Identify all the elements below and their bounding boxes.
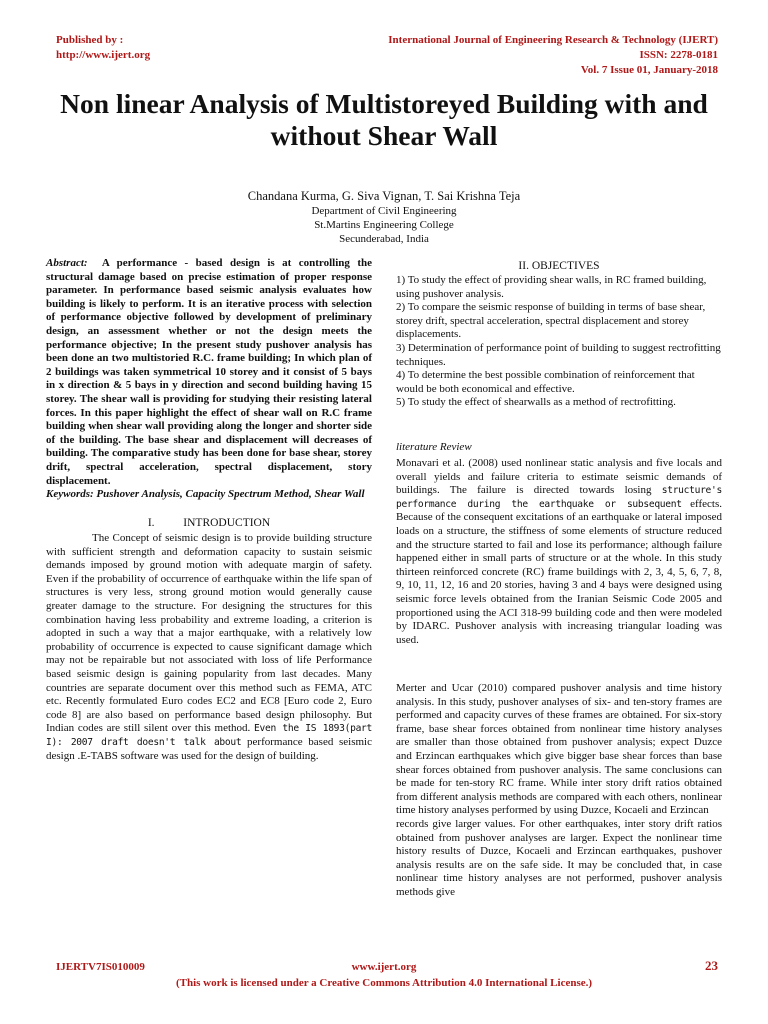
section-heading-objectives: II. OBJECTIVES xyxy=(518,260,600,272)
affiliation-college: St.Martins Engineering College xyxy=(314,219,454,231)
paper-authors: Chandana Kurma, G. Siva Vignan, T. Sai Krishna Teja xyxy=(247,189,521,203)
literature-text: effects. Because of the consequent excitations of an earthquake or lateral imposed loads on a structure, the stiffness of some elements of structure reduced and the structure started to fail and lose its performance; although failure happened either in small parts of structure or at the whole. In this study thirteen reinforced concrete (RC) frame buildings with 2, 3, 4, 5, 6, 7, 8, 9, 10, 11, 12, 16 and 20 stories, having 3 and 4 bays were designed using seismic force levels obtained from the Iranian Seismic Code 2005 and proportioned using the ACI 318-99 building code and then were modeled by IDARC. Pushover analysis with increasing triangular loading was used. xyxy=(396,497,722,646)
affiliation-department: Department of Civil Engineering xyxy=(311,205,457,217)
introduction-text: The Concept of seismic design is to provide building structure with sufficient strength and deformation capacity to sustain seismic demands imposed by ground motion with adequate margin of safety. Even if the probability of occurrence of earthquake within the life span of structures is very less, strong ground motion would generally cause greater damage to the structure. For designing the structures for this combination having less probability and extreme loading, a criterion is adopted in such a way that a major earthquake, with a relatively low probability of occurrence is expected to cause significant damage which may not be repairable but not associated with loss of life Performance based seismic design is gaining popularity from last decades. Many countries are separate document over this method such as FEMA, ATC etc. Recently formulated Euro codes EC2 and EC8 [Euro code 2, Euro code 8] are also based on performance based design philosophy. But Indian codes are still silent over this method. xyxy=(46,532,372,735)
author-affiliation xyxy=(0,204,768,246)
header-issn: ISSN: 2278-0181 xyxy=(639,49,718,61)
literature-paragraph xyxy=(396,682,722,900)
header-journal-name: International Journal of Engineering Research & Technology (IJERT) xyxy=(388,34,718,46)
abstract-text: A performance - based design is at controlling the structural damage based on precise estimation of proper response parameter. In performance based seismic analysis evaluates how building is likely to perform. It is an iterative process with selection of performance objective followed by development of preliminary design, an assessment whether or not the design meets the performance objective; In the present study pushover analysis has been done an two multistoried R.C. frame building; In which plan of 2 buildings was taken symmetrical 10 storey and it consist of 5 bays in x direction & 5 bays in y direction and second building having 15 storey. The shear wall is providing for studying their resisting lateral forces. In this paper highlight the effect of shear wall on R.C frame building when shear wall providing along the longer and shorter side of the building. The base shear and displacement will decreases of building. The comparative study has been done for base shear, storey drift, spectral acceleration, spectral displacement, story displacement. xyxy=(46,257,372,487)
introduction-text-mono: Even the IS 1893(part I): 2007 draft doesn't talk about xyxy=(46,723,372,748)
introduction-text-end: performance based seismic design .E-TABS software was used for the design of building. xyxy=(46,735,372,762)
literature-text-mono: structure's performance during the earthquake or subsequent xyxy=(396,485,722,510)
header-volume: Vol. 7 Issue 01, January-2018 xyxy=(580,64,718,76)
paper-title: Non linear Analysis of Multistoreyed Building with and without Shear Wall xyxy=(60,88,708,151)
keywords: Keywords: Pushover Analysis, Capacity Spectrum Method, Shear Wall xyxy=(46,488,365,500)
section-heading-introduction: I. INTRODUCTION xyxy=(147,517,271,529)
literature-text: Monavari et al. (2008) used nonlinear static analysis and five locals and overall yields and failure criteria to estimate seismic demands of buildings. The failure is directed towards losing xyxy=(396,457,722,497)
footer-license: (This work is licensed under a Creative Commons Attribution 4.0 International License.) xyxy=(175,977,593,989)
literature-review-label: literature Review xyxy=(396,441,472,453)
objective-item: 5) To study the effect of shearwalls as a method of rectrofitting. xyxy=(396,396,676,409)
literature-text: records give larger values. For other earthquakes, inter story drift ratios obtained from pushover analyses are larger. Expect the nonlinear time history results of Duzce, Kocaeli and Erzincan earthquakes, pushover analysis results are on the safe side. It may be concluded that, in case nonlinear time history analyses are not performed, pushover analysis methods give xyxy=(396,817,722,898)
objectives-list xyxy=(396,274,722,410)
header-url-link[interactable]: http://www.ijert.org xyxy=(56,49,151,61)
objective-item: 2) To compare the seismic response of building in terms of base shear, storey drift, spectral acceleration, spectral displacement and storey displacements. xyxy=(396,301,706,341)
introduction-body xyxy=(46,532,372,763)
objective-item: 3) Determination of performance point of building to suggest rectrofitting techniques. xyxy=(396,341,721,368)
affiliation-city: Secunderabad, India xyxy=(339,233,429,245)
footer-page-number: 23 xyxy=(705,958,718,973)
objective-item: 4) To determine the best possible combination of reinforcement that would be both economical and effective. xyxy=(396,369,695,395)
literature-text: Merter and Ucar (2010) compared pushover analysis and time history analysis. In this study, pushover analyses of six- and ten-story frames are performed and capacity curves of these frames are obtained. For six-story frame, base shear forces obtained from nonlinear time history analyses are smaller than those obtained from pushover analysis; expect Duzce and Erzincan earthquakes which give bigger base shear forces than base shear forces obtained from pushover analysis. The same conclusions can be made for ten-story RC frame. While inter story drift ratios obtained from different analysis methods are compared with each others, nonlinear time history analyses performed by using Duzce, Kocaeli and Erzincan xyxy=(396,682,722,817)
footer-paper-id: IJERTV7IS010009 xyxy=(56,961,145,973)
header-published-by: Published by : xyxy=(56,34,124,46)
abstract-label: Abstract: xyxy=(46,257,88,269)
literature-paragraph xyxy=(396,457,722,647)
objective-item: 1) To study the effect of providing shear walls, in RC framed building, using pushover analysis. xyxy=(396,274,707,300)
footer-site-link[interactable]: www.ijert.org xyxy=(351,961,417,973)
abstract xyxy=(46,257,372,488)
